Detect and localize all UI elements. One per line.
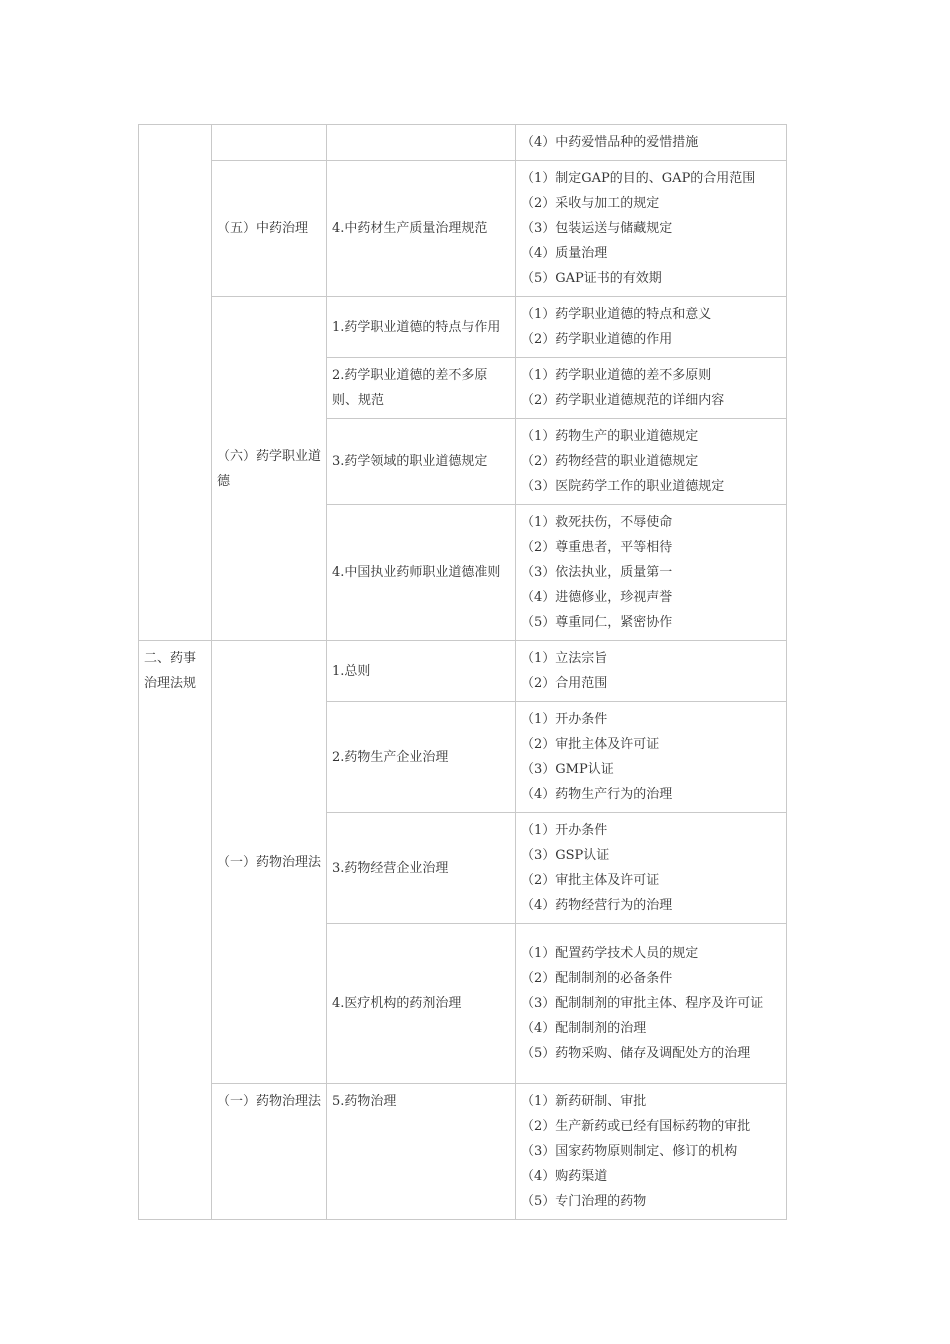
detail-item: （5）专门治理的药物: [521, 1194, 647, 1209]
detail-cell: [516, 924, 787, 1084]
unit-cell: 3.药物经营企业治理: [327, 813, 516, 924]
table-row: [139, 125, 787, 161]
detail-item: （2）尊重患者，平等相待: [521, 540, 673, 555]
detail-item: （2）药学职业道德的作用: [521, 332, 673, 347]
detail-cell: [516, 125, 787, 161]
detail-item: （2）配制制剂的必备条件: [521, 971, 673, 986]
detail-cell: [516, 1084, 787, 1220]
detail-cell: [516, 419, 787, 505]
unit-cell: 5.药物治理: [327, 1084, 516, 1220]
detail-item: （3）国家药物原则制定、修订的机构: [521, 1144, 738, 1159]
section-cell: 二、药事治理法规: [139, 641, 212, 1220]
detail-item: （3）配制制剂的审批主体、程序及许可证: [521, 996, 764, 1011]
table-row: [139, 641, 787, 702]
detail-item: （4）药物经营行为的治理: [521, 898, 673, 913]
detail-item: （4）药物生产行为的治理: [521, 787, 673, 802]
subsection-cell: （六）药学职业道德: [212, 297, 327, 641]
detail-cell: [516, 161, 787, 297]
detail-item: （5）药物采购、储存及调配处方的治理: [521, 1046, 751, 1061]
unit-cell: 2.药学职业道德的差不多原则、规范: [327, 358, 516, 419]
detail-item: （1）开办条件: [521, 823, 608, 838]
detail-item: （3）医院药学工作的职业道德规定: [521, 479, 725, 494]
detail-item: （3）依法执业，质量第一: [521, 565, 673, 580]
unit-cell: 4.中国执业药师职业道德准则: [327, 505, 516, 641]
detail-item: （1）药学职业道德的差不多原则: [521, 368, 712, 383]
detail-item: （4）质量治理: [521, 246, 608, 261]
table-row: [139, 1084, 787, 1220]
detail-cell: [516, 813, 787, 924]
detail-cell: [516, 505, 787, 641]
detail-item: （3）GMP认证: [521, 762, 614, 777]
detail-item: （4）中药爱惜品种的爱惜措施: [521, 135, 699, 150]
subsection-cell: （一）药物治理法: [212, 641, 327, 1084]
detail-item: （1）配置药学技术人员的规定: [521, 946, 699, 961]
detail-item: （1）救死扶伤，不辱使命: [521, 515, 673, 530]
detail-item: （1）药物生产的职业道德规定: [521, 429, 699, 444]
detail-item: （2）药物经营的职业道德规定: [521, 454, 699, 469]
detail-item: （1）制定GAP的目的、GAP的合用范围: [521, 171, 756, 186]
detail-item: （5）尊重同仁，紧密协作: [521, 615, 673, 630]
detail-cell: [516, 702, 787, 813]
subsection-cell-empty: [212, 125, 327, 161]
unit-cell: 4.医疗机构的药剂治理: [327, 924, 516, 1084]
detail-item: （2）合用范围: [521, 676, 608, 691]
section-cell-empty: [139, 125, 212, 641]
detail-cell: [516, 297, 787, 358]
syllabus-table: [138, 124, 787, 1220]
table-row: [139, 161, 787, 297]
table-row: [139, 297, 787, 358]
detail-item: （4）进德修业，珍视声誉: [521, 590, 673, 605]
detail-item: （4）购药渠道: [521, 1169, 608, 1184]
unit-cell: 1.总则: [327, 641, 516, 702]
unit-cell: 3.药学领域的职业道德规定: [327, 419, 516, 505]
subsection-cell: （一）药物治理法: [212, 1084, 327, 1220]
detail-item: （1）开办条件: [521, 712, 608, 727]
detail-item: （5）GAP证书的有效期: [521, 271, 662, 286]
detail-item: （2）生产新药或已经有国标药物的审批: [521, 1119, 751, 1134]
detail-item: （4）配制制剂的治理: [521, 1021, 647, 1036]
detail-cell: [516, 358, 787, 419]
detail-item: （2）审批主体及许可证: [521, 873, 660, 888]
detail-item: （1）药学职业道德的特点和意义: [521, 307, 712, 322]
detail-item: （2）审批主体及许可证: [521, 737, 660, 752]
unit-cell: 1.药学职业道德的特点与作用: [327, 297, 516, 358]
unit-cell: 2.药物生产企业治理: [327, 702, 516, 813]
unit-cell: 4.中药材生产质量治理规范: [327, 161, 516, 297]
detail-item: （3）GSP认证: [521, 848, 610, 863]
unit-cell: [327, 125, 516, 161]
detail-item: （1）立法宗旨: [521, 651, 608, 666]
detail-item: （2）药学职业道德规范的详细内容: [521, 393, 725, 408]
detail-cell: [516, 641, 787, 702]
detail-item: （2）采收与加工的规定: [521, 196, 660, 211]
subsection-cell: （五）中药治理: [212, 161, 327, 297]
detail-item: （1）新药研制、审批: [521, 1094, 647, 1109]
detail-item: （3）包装运送与储藏规定: [521, 221, 673, 236]
